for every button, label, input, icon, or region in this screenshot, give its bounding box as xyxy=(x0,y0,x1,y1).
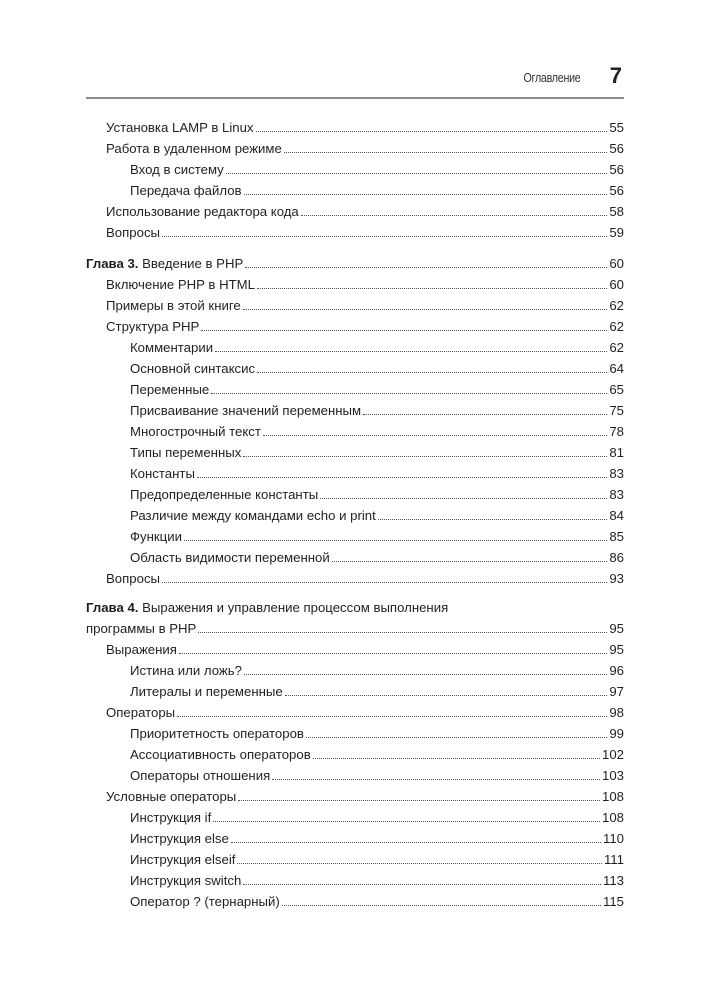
toc-entry-text: Передача файлов xyxy=(130,183,242,198)
toc-entry-title xyxy=(130,162,225,178)
toc-entry-title xyxy=(106,225,161,241)
toc-entry-title xyxy=(130,403,362,419)
toc-entry xyxy=(130,462,624,482)
toc-entry-title xyxy=(86,256,244,272)
toc-entry xyxy=(106,116,624,136)
dot-leader xyxy=(237,862,601,864)
toc-entry xyxy=(106,638,624,658)
toc-page-number: 103 xyxy=(601,768,624,783)
dot-leader xyxy=(244,193,608,195)
toc-entry-text: Приоритетность операторов xyxy=(130,726,304,741)
dot-leader xyxy=(201,329,607,331)
toc-entry-title xyxy=(130,663,243,679)
chapter-number: Глава 4. xyxy=(86,600,139,615)
toc-entry xyxy=(106,294,624,314)
toc-entry-text: Истина или ложь? xyxy=(130,663,242,678)
toc-page-number: 56 xyxy=(609,183,624,198)
dot-leader xyxy=(162,235,607,237)
toc-page-number: 62 xyxy=(609,298,624,313)
toc-entry-title xyxy=(130,508,377,524)
toc-entry-title xyxy=(130,340,214,356)
toc-page-number: 110 xyxy=(602,831,624,846)
header-divider xyxy=(86,97,624,99)
page-number: 7 xyxy=(609,63,622,88)
toc-page-number: 62 xyxy=(609,340,624,355)
toc-page-number: 97 xyxy=(609,684,624,699)
toc-entry xyxy=(130,827,624,847)
dot-leader xyxy=(301,214,608,216)
toc-entry-title xyxy=(106,705,176,721)
toc-entry xyxy=(130,659,624,679)
toc-entry xyxy=(130,890,624,910)
toc-entry xyxy=(130,546,624,566)
toc-page-number: 78 xyxy=(609,424,624,439)
toc-entry-text: Инструкция else xyxy=(130,831,229,846)
toc-entry xyxy=(106,315,624,335)
toc-entry-text: Функции xyxy=(130,529,182,544)
toc-entry-text: Типы переменных xyxy=(130,445,242,460)
toc-entry-title xyxy=(106,789,237,805)
toc-page-number: 56 xyxy=(609,162,624,177)
toc-entry xyxy=(130,680,624,700)
toc-entry xyxy=(106,701,624,721)
toc-entry-text: Предопределенные константы xyxy=(130,487,319,502)
toc-entry xyxy=(106,785,624,805)
dot-leader xyxy=(243,883,601,885)
toc-entry xyxy=(130,504,624,524)
toc-entry-text: Включение PHP в HTML xyxy=(106,277,255,292)
dot-leader xyxy=(263,434,607,436)
toc-entry-text: Инструкция if xyxy=(130,810,212,825)
toc-entry-title xyxy=(130,361,256,377)
toc-entry-text: Область видимости переменной xyxy=(130,550,330,565)
dot-leader xyxy=(238,799,600,801)
dot-leader xyxy=(177,715,607,717)
toc-entry-title xyxy=(106,571,161,587)
toc-entry xyxy=(106,221,624,241)
toc-entry-text: Вопросы xyxy=(106,225,161,240)
toc-page-number: 60 xyxy=(609,277,624,292)
toc-page-number: 86 xyxy=(609,550,624,565)
dot-leader xyxy=(284,151,608,153)
toc-entry-text: Условные операторы xyxy=(106,789,237,804)
dot-leader xyxy=(243,308,608,310)
toc-entry xyxy=(130,848,624,868)
toc-entry-text: Ассоциативность операторов xyxy=(130,747,311,762)
toc-page-number: 60 xyxy=(609,256,624,271)
toc-entry-title xyxy=(130,726,305,742)
toc-page-number: 85 xyxy=(609,529,624,544)
toc-chapter-entry xyxy=(86,252,624,272)
toc-entry-title xyxy=(106,319,200,335)
dot-leader xyxy=(245,266,607,268)
toc-entry-text: Работа в удаленном режиме xyxy=(106,141,282,156)
dot-leader xyxy=(215,350,607,352)
dot-leader xyxy=(257,371,607,373)
dot-leader xyxy=(378,518,608,520)
dot-leader xyxy=(184,539,607,541)
toc-entry xyxy=(106,273,624,293)
toc-page-number: 93 xyxy=(609,571,624,586)
toc-entry xyxy=(130,764,624,784)
toc-entry-text: Литералы и переменные xyxy=(130,684,283,699)
toc-page-number: 96 xyxy=(609,663,624,678)
toc-page-number: 115 xyxy=(602,894,624,909)
toc-page-number: 108 xyxy=(601,810,624,825)
toc-entry-title xyxy=(130,831,230,847)
chapter-number: Глава 3. xyxy=(86,256,139,271)
dot-leader xyxy=(231,841,601,843)
toc-page-number: 75 xyxy=(609,403,624,418)
dot-leader xyxy=(198,631,607,633)
toc-page-number: 64 xyxy=(609,361,624,376)
dot-leader xyxy=(306,736,607,738)
toc-entry-title xyxy=(130,768,271,784)
toc-entry-text: Многострочный текст xyxy=(130,424,261,439)
toc-entry-title xyxy=(130,487,319,503)
toc-entry-text: Вход в систему xyxy=(130,162,224,177)
toc-entry-title xyxy=(130,183,243,199)
toc-entry xyxy=(130,722,624,742)
toc-entry xyxy=(130,336,624,356)
toc-entry xyxy=(106,567,624,587)
running-header xyxy=(86,62,624,92)
toc-entry-title xyxy=(86,600,449,616)
dot-leader xyxy=(179,652,607,654)
dot-leader xyxy=(313,757,600,759)
toc-entry-text: Структура PHP xyxy=(106,319,200,334)
toc-entry-title xyxy=(106,141,283,157)
toc-page-number: 95 xyxy=(609,642,624,657)
toc-page-number: 65 xyxy=(609,382,624,397)
toc-page-number: 98 xyxy=(609,705,624,720)
toc-page-number: 99 xyxy=(609,726,624,741)
toc-entry-text: Комментарии xyxy=(130,340,214,355)
dot-leader xyxy=(244,673,607,675)
dot-leader xyxy=(282,904,601,906)
toc-entry-title xyxy=(106,642,178,658)
toc-entry xyxy=(130,525,624,545)
toc-entry-text: Введение в PHP xyxy=(138,256,244,271)
toc-entry-text: Инструкция elseif xyxy=(130,852,236,867)
toc-entry-text: Использование редактора кода xyxy=(106,204,299,219)
toc-page-number: 56 xyxy=(609,141,624,156)
toc-entry xyxy=(130,378,624,398)
dot-leader xyxy=(226,172,608,174)
toc-page-number: 83 xyxy=(609,487,624,502)
toc-entry-text: Инструкция switch xyxy=(130,873,242,888)
toc-entry-title xyxy=(130,873,242,889)
toc-entry-title xyxy=(130,852,236,868)
toc-entry-title xyxy=(130,550,331,566)
toc-entry xyxy=(106,137,624,157)
toc-entry-title xyxy=(106,277,256,293)
toc-entry-title xyxy=(130,445,242,461)
toc-entry-text: Константы xyxy=(130,466,195,481)
toc-entry-text: Выражения xyxy=(106,642,177,657)
toc-entry-title xyxy=(130,529,183,545)
toc-page-number: 62 xyxy=(609,319,624,334)
toc-page-number: 84 xyxy=(609,508,624,523)
toc-page-number: 59 xyxy=(609,225,624,240)
toc-entry xyxy=(130,869,624,889)
toc-page-number: 55 xyxy=(609,120,624,135)
toc-entry xyxy=(106,200,624,220)
toc-entry-text: Оператор ? (тернарный) xyxy=(130,894,280,909)
dot-leader xyxy=(162,581,607,583)
toc-entry-title xyxy=(130,684,284,700)
toc-entry-text: программы в PHP xyxy=(86,621,197,636)
toc-page-number: 108 xyxy=(601,789,624,804)
toc-entry xyxy=(130,743,624,763)
toc-entry xyxy=(130,399,624,419)
toc-entry-title xyxy=(130,382,210,398)
dot-leader xyxy=(243,455,607,457)
toc-entry xyxy=(130,806,624,826)
toc-entry xyxy=(130,158,624,178)
toc-entry-text: Операторы xyxy=(106,705,176,720)
toc-entry xyxy=(130,420,624,440)
toc-page-number: 58 xyxy=(609,204,624,219)
toc-entry xyxy=(130,179,624,199)
dot-leader xyxy=(211,392,607,394)
toc-entry-title xyxy=(130,466,196,482)
toc-page-number: 111 xyxy=(603,852,624,867)
toc-entry-title xyxy=(130,810,212,826)
dot-leader xyxy=(332,560,608,562)
toc-entry-title xyxy=(106,120,255,136)
toc-chapter-entry xyxy=(86,617,624,637)
toc-entry-text: Переменные xyxy=(130,382,210,397)
toc-page-number: 81 xyxy=(609,445,624,460)
toc-entry-text: Присваивание значений переменным xyxy=(130,403,362,418)
toc-entry xyxy=(130,357,624,377)
toc-entry-text: Установка LAMP в Linux xyxy=(106,120,254,135)
dot-leader xyxy=(363,413,607,415)
toc-entry xyxy=(130,441,624,461)
header-section-title: Оглавление xyxy=(523,70,580,85)
toc-entry-text: Вопросы xyxy=(106,571,161,586)
toc-entry xyxy=(130,483,624,503)
toc-entry-title xyxy=(86,621,197,637)
toc-entry-title xyxy=(106,204,300,220)
dot-leader xyxy=(320,497,607,499)
toc-page-number: 95 xyxy=(609,621,624,636)
dot-leader xyxy=(257,287,607,289)
toc-chapter-entry xyxy=(86,596,624,616)
toc-entry-text: Примеры в этой книге xyxy=(106,298,241,313)
dot-leader xyxy=(197,476,607,478)
toc-entry-title xyxy=(106,298,242,314)
toc-page-number: 113 xyxy=(602,873,624,888)
toc-entry-title xyxy=(130,424,262,440)
toc-entry-text: Различие между командами echo и print xyxy=(130,508,376,523)
toc-entry-title xyxy=(130,747,312,763)
dot-leader xyxy=(285,694,608,696)
dot-leader xyxy=(272,778,600,780)
toc-entry-text: Выражения и управление процессом выполнения xyxy=(138,600,449,615)
dot-leader xyxy=(256,130,608,132)
toc-entry-text: Операторы отношения xyxy=(130,768,271,783)
toc-page-number: 83 xyxy=(609,466,624,481)
dot-leader xyxy=(213,820,600,822)
toc-page-number: 102 xyxy=(601,747,624,762)
toc-entry-title xyxy=(130,894,281,910)
toc-entry-text: Основной синтаксис xyxy=(130,361,256,376)
